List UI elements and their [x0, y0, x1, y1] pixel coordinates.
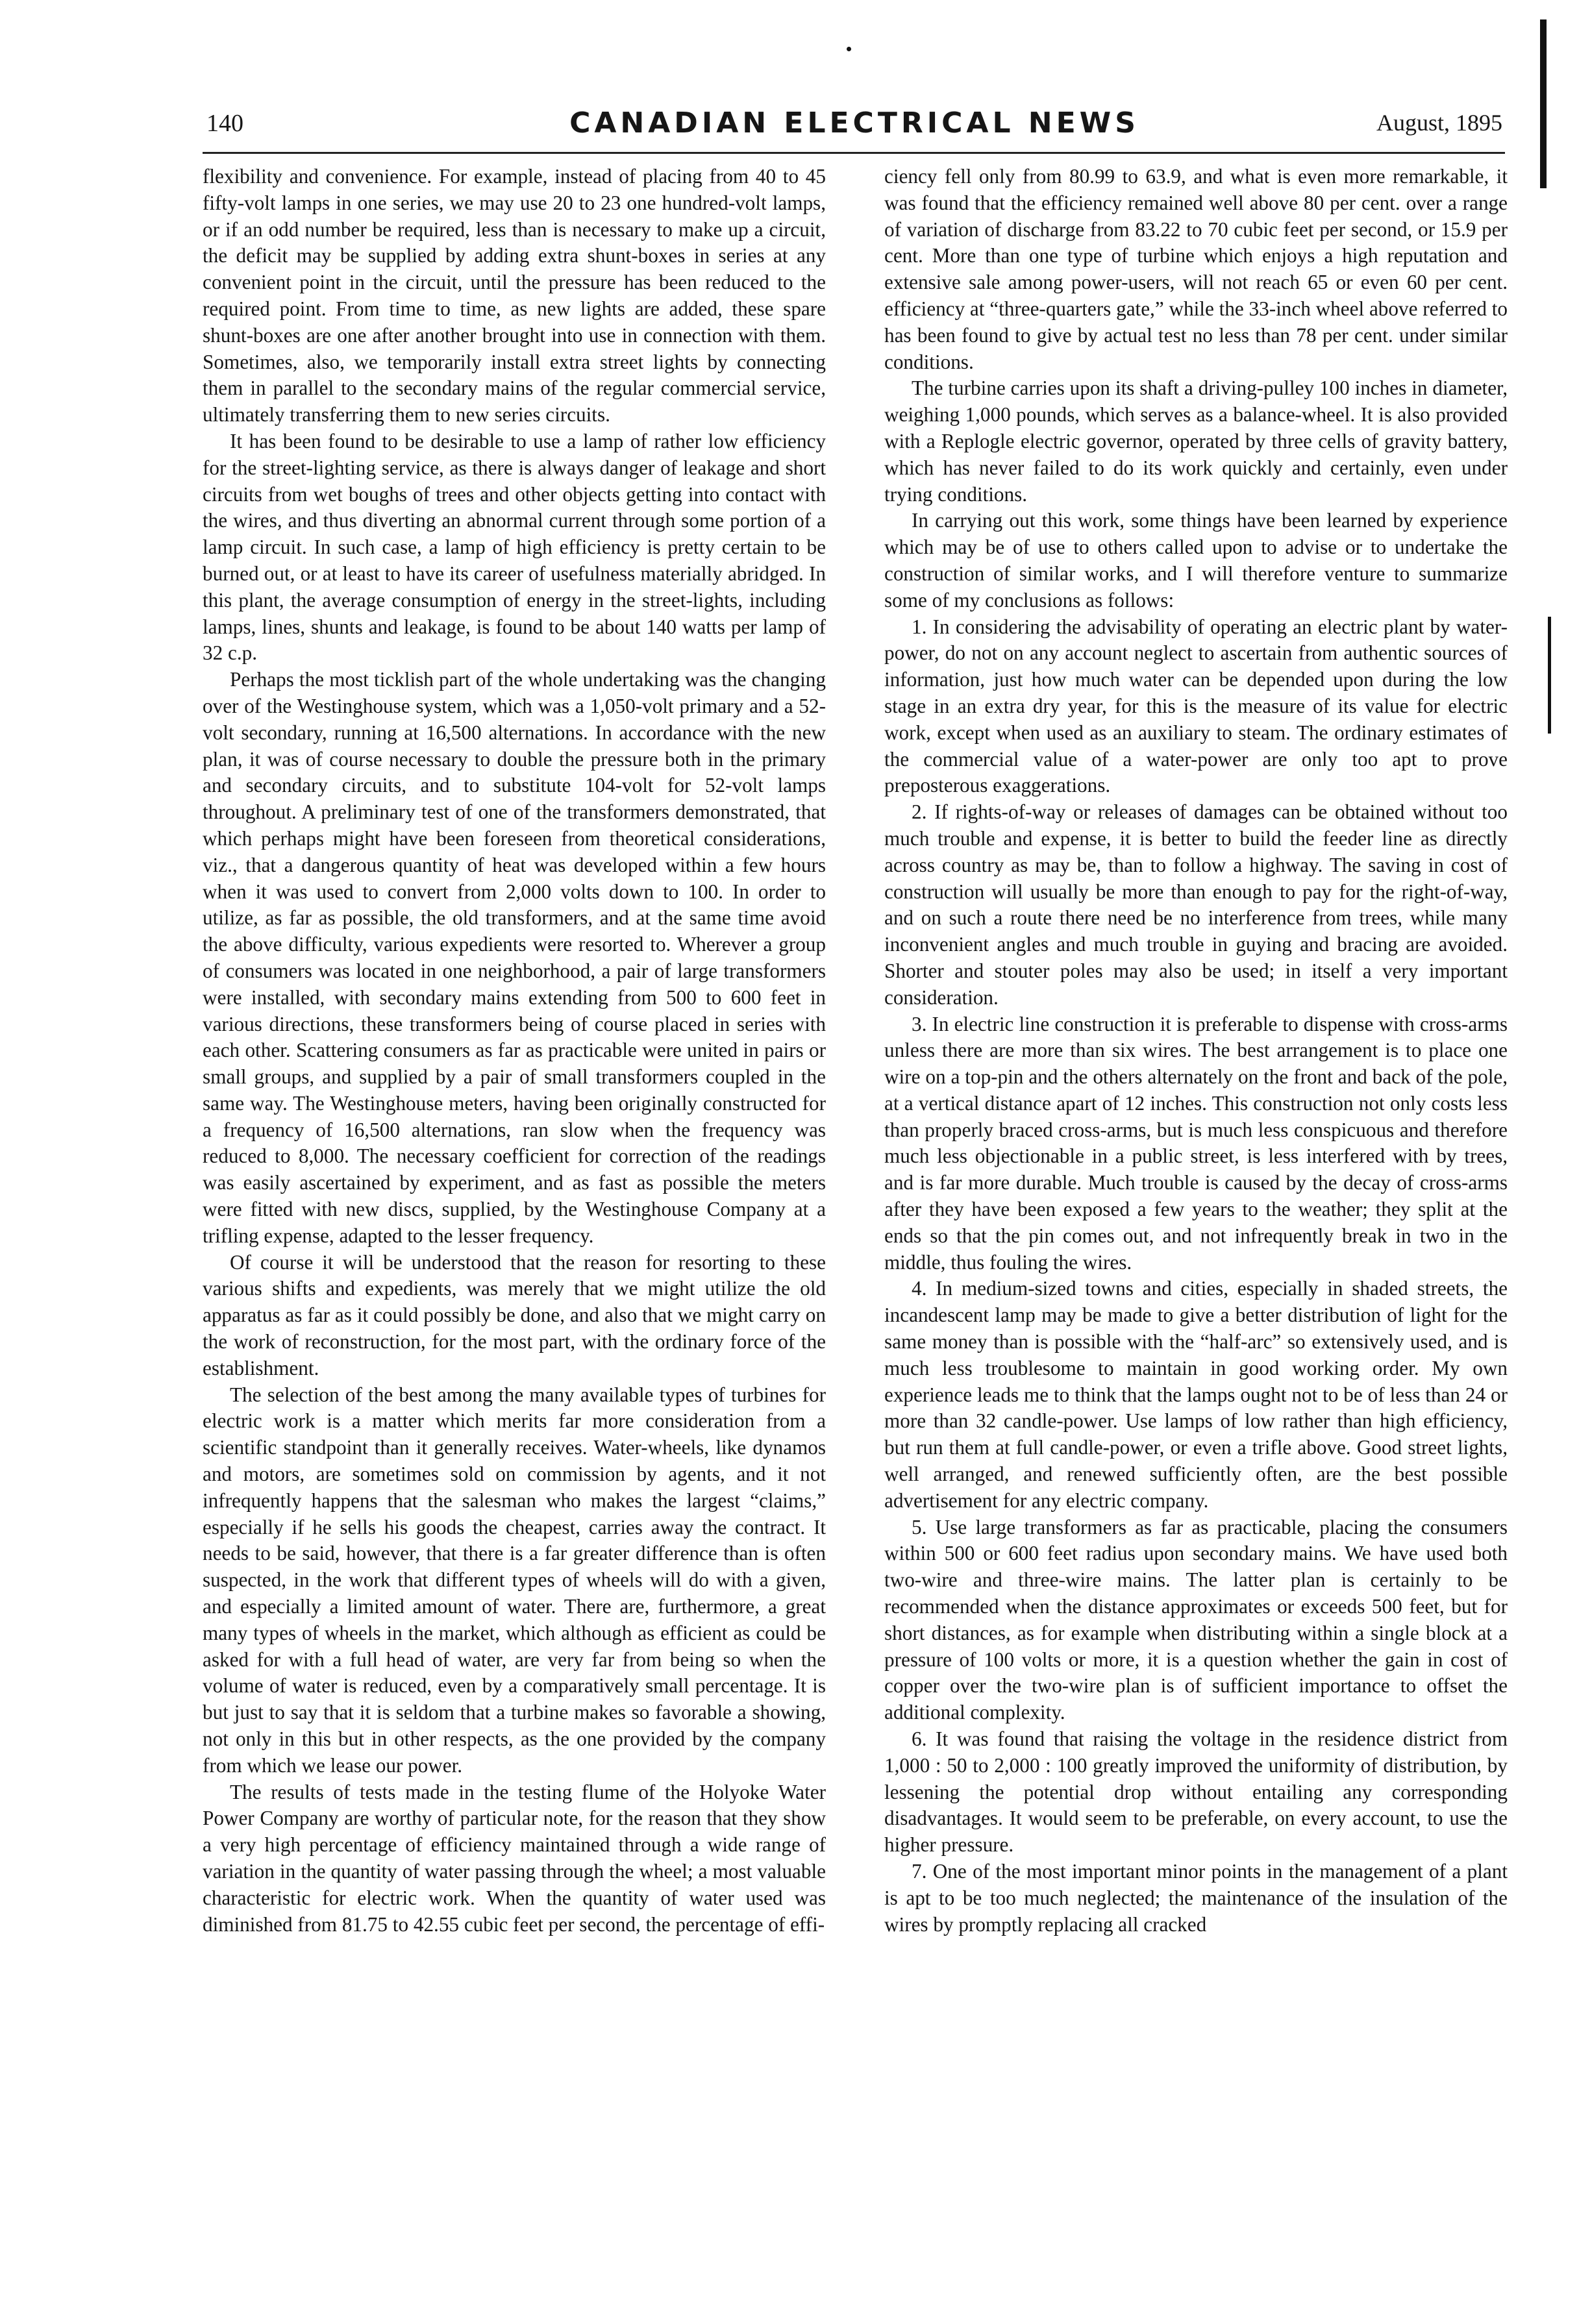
header-rule [203, 152, 1505, 154]
paragraph: 3. In electric line construction it is preferable to dispense with cross-arms unless there are more than six wires. The best arrangement is to place one wire on a top-pin and the others alternately on the front and back of the pole, at a vertical distance apart of 12 inches. This construction not only costs less than properly braced cross-arms, but is much less conspicuous and therefore much less objectionable in a public street, is less interfered with by trees, and is far more durable. Much trouble is caused by the decay of cross-arms after they have been exposed a few years to the weather; they split at the ends so that the pin comes out, and not infrequently break in two in the middle, thus fouling the wires. [884, 1012, 1508, 1274]
paragraph: The results of tests made in the testing flume of the Holyoke Water Power Company are worthy of particular note, for the reason that they show a very high percentage of efficiency maintained through a wide range of variation in the quantity of water passing through the wheel; a most valuable characteristic for electric work. When the quantity of water used was diminished from 81.75 to 42.55 cubic feet per second, the percentage of effi- [203, 1780, 826, 1936]
paragraph: 2. If rights-of-way or releases of damages can be obtained without too much trouble and expense, it is better to build the feeder line as directly across country as may be, than to follow a highway. The saving in cost of construction will usually be more than enough to pay for the right-of-way, and on such a route there need be no interference from trees, while many inconvenient angles and much trouble in guying and bracing are avoided. Shorter and stouter poles may also be used; in itself a very important consideration. [884, 800, 1508, 1009]
paragraph: 6. It was found that raising the voltage in the residence district from 1,000 : 50 to 2,000 : 100 greatly improved the uniformity of distribution, by lessening the potential drop without entailing any corresponding disadvantages. It would seem to be preferable, on every account, to use the higher pressure. [884, 1727, 1508, 1857]
issue-date: August, 1895 [1376, 110, 1502, 136]
scan-edge-mark [1548, 617, 1551, 734]
scan-edge-mark [1540, 19, 1547, 188]
paragraph: 7. One of the most important minor points in the management of a plant is apt to be too much neglected; the maintenance of the insulation of the wires by promptly replacing all cracked [884, 1860, 1508, 1936]
left-column [203, 164, 826, 2202]
page-header [206, 106, 1502, 145]
page-number: 140 [206, 110, 243, 137]
paragraph: 1. In considering the advisability of operating an electric plant by water-power, do not on any account neglect to ascertain from authentic sources of information, just how much water can be depended upon during the low stage in an extra dry year, for this is the measure of its value for electric work, except when used as an auxiliary to steam. The ordinary estimates of the commercial value of a water-power are only too apt to prove preposterous exaggerations. [884, 615, 1508, 797]
paragraph: Of course it will be understood that the reason for resorting to these various shifts and expedients, was merely that we might utilize the old apparatus as far as it could possibly be done, and also that we might carry on the work of reconstruction, for the most part, with the ordinary force of the establishment. [203, 1250, 826, 1379]
scan-speck [847, 47, 851, 51]
paragraph: In carrying out this work, some things have been learned by experience which may be of use to others called upon to advise or to undertake the construction of similar works, and I will therefore venture to summarize some of my conclusions as follows: [884, 509, 1508, 612]
paragraph: It has been found to be desirable to use a lamp of rather low efficiency for the street-lighting service, as there is always danger of leakage and short circuits from wet boughs of trees and other objects getting into contact with the wires, and thus diverting an abnormal current through some portion of a lamp circuit. In such case, a lamp of high efficiency is pretty certain to be burned out, or at least to have its career of usefulness materially abridged. In this plant, the average consumption of energy in the street-lights, including lamps, lines, shunts and leakage, is found to be about 140 watts per lamp of 32 c.p. [203, 429, 826, 665]
paragraph: ciency fell only from 80.99 to 63.9, and what is even more remarkable, it was found that the efficiency remained well above 80 per cent. over a range of variation of discharge from 83.22 to 70 cubic feet per second, or 15.9 per cent. More than one type of turbine which enjoys a high reputation and extensive sale among power-users, will not reach 65 or even 60 per cent. efficiency at “three-quarters gate,” while the 33-inch wheel above referred to has been found to give by actual test no less than 78 per cent. under similar conditions. [884, 165, 1508, 373]
paragraph: 4. In medium-sized towns and cities, especially in shaded streets, the incandescent lamp may be made to give a better distribution of light for the same money than is possible with the “half-arc” so extensively used, and is much less troublesome to maintain in good working order. My own experience leads me to think that the lamps ought not to be of less than 24 or more than 32 candle-power. Use lamps of low rather than high efficiency, but run them at full candle-power, or even a trifle above. Good street lights, well arranged, and renewed sufficiently often, are the best possible advertisement for any electric company. [884, 1277, 1508, 1512]
paragraph: 5. Use large transformers as far as practicable, placing the consumers within 500 or 600 feet radius upon secondary mains. We have used both two-wire and three-wire mains. The latter plan is certainly to be recommended when the distance approximates or exceeds 500 feet, but for short distances, as for example when distributing within a single block at a pressure of 100 volts or more, it is a question whether the gain in cost of copper over the two-wire plan is of sufficient importance to offset the additional complexity. [884, 1515, 1508, 1724]
paragraph: flexibility and convenience. For example, instead of placing from 40 to 45 fifty-volt lamps in one series, we may use 20 to 23 one hundred-volt lamps, or if an odd number be required, less than is necessary to make up a circuit, the deficit may be supplied by adding extra shunt-boxes in series at any convenient point in the circuit, until the pressure has been reduced to the required point. From time to time, as new lights are added, these spare shunt-boxes are one after another brought into use in connection with them. Sometimes, also, we temporarily install extra street lights by connecting them in parallel to the secondary mains of the regular commercial service, ultimately transferring them to new series circuits. [203, 165, 826, 426]
paragraph: Perhaps the most ticklish part of the whole undertaking was the changing over of the Westinghouse system, which was a 1,050-volt primary and a 52-volt secondary, running at 16,500 alternations. In accordance with the new plan, it was of course necessary to double the pressure both in the primary and secondary circuits, and to substitute 104-volt for 52-volt lamps throughout. A preliminary test of one of the transformers demonstrated, that which perhaps might have been foreseen from theoretical considerations, viz., that a dangerous quantity of heat was developed within a few hours when it was used to convert from 2,000 volts down to 100. In order to utilize, as far as possible, the old transformers, and at the same time avoid the above difficulty, various expedients were resorted to. Wherever a group of consumers was located in one neighborhood, a pair of large transformers were installed, with secondary mains extending from 500 to 600 feet in various directions, these transformers being of course placed in series with each other. Scattering consumers as far as practicable were united in pairs or small groups, and supplied by a pair of small transformers coupled in the same way. The Westinghouse meters, having been originally constructed for a frequency of 16,500 alternations, ran slow when the frequency was reduced to 8,000. The necessary coefficient for correction of the readings was easily ascertained by experiment, and as fast as possible the meters were fitted with new discs, supplied, by the Westinghouse Company at a trifling expense, adapted to the lesser frequency. [203, 668, 826, 1247]
paragraph: The turbine carries upon its shaft a driving-pulley 100 inches in diameter, weighing 1,000 pounds, which serves as a balance-wheel. It is also provided with a Replogle electric governor, operated by three cells of gravity battery, which has never failed to do its work quickly and certainly, even under trying conditions. [884, 377, 1508, 506]
paragraph: The selection of the best among the many available types of turbines for electric work is a matter which merits far more consideration from a scientific standpoint than it generally receives. Water-wheels, like dynamos and motors, are sometimes sold on commission by agents, and it not infrequently happens that the salesman who makes the largest “claims,” especially if he sells his goods the cheapest, carries away the contract. It needs to be said, however, that there is a far greater difference than is often suspected, in the work that different types of wheels will do with a given, and especially a limited amount of water. There are, furthermore, a great many types of wheels in the market, which although as efficient as could be asked for with a full head of water, are very far from being so when the volume of water is reduced, even by a comparatively small percentage. It is but just to say that it is seldom that a turbine makes so favorable a showing, not only in this but in other respects, as the one provided by the company from which we lease our power. [203, 1383, 826, 1777]
masthead-title: CANADIAN ELECTRICAL NEWS [569, 106, 1139, 140]
right-column [884, 164, 1508, 2202]
